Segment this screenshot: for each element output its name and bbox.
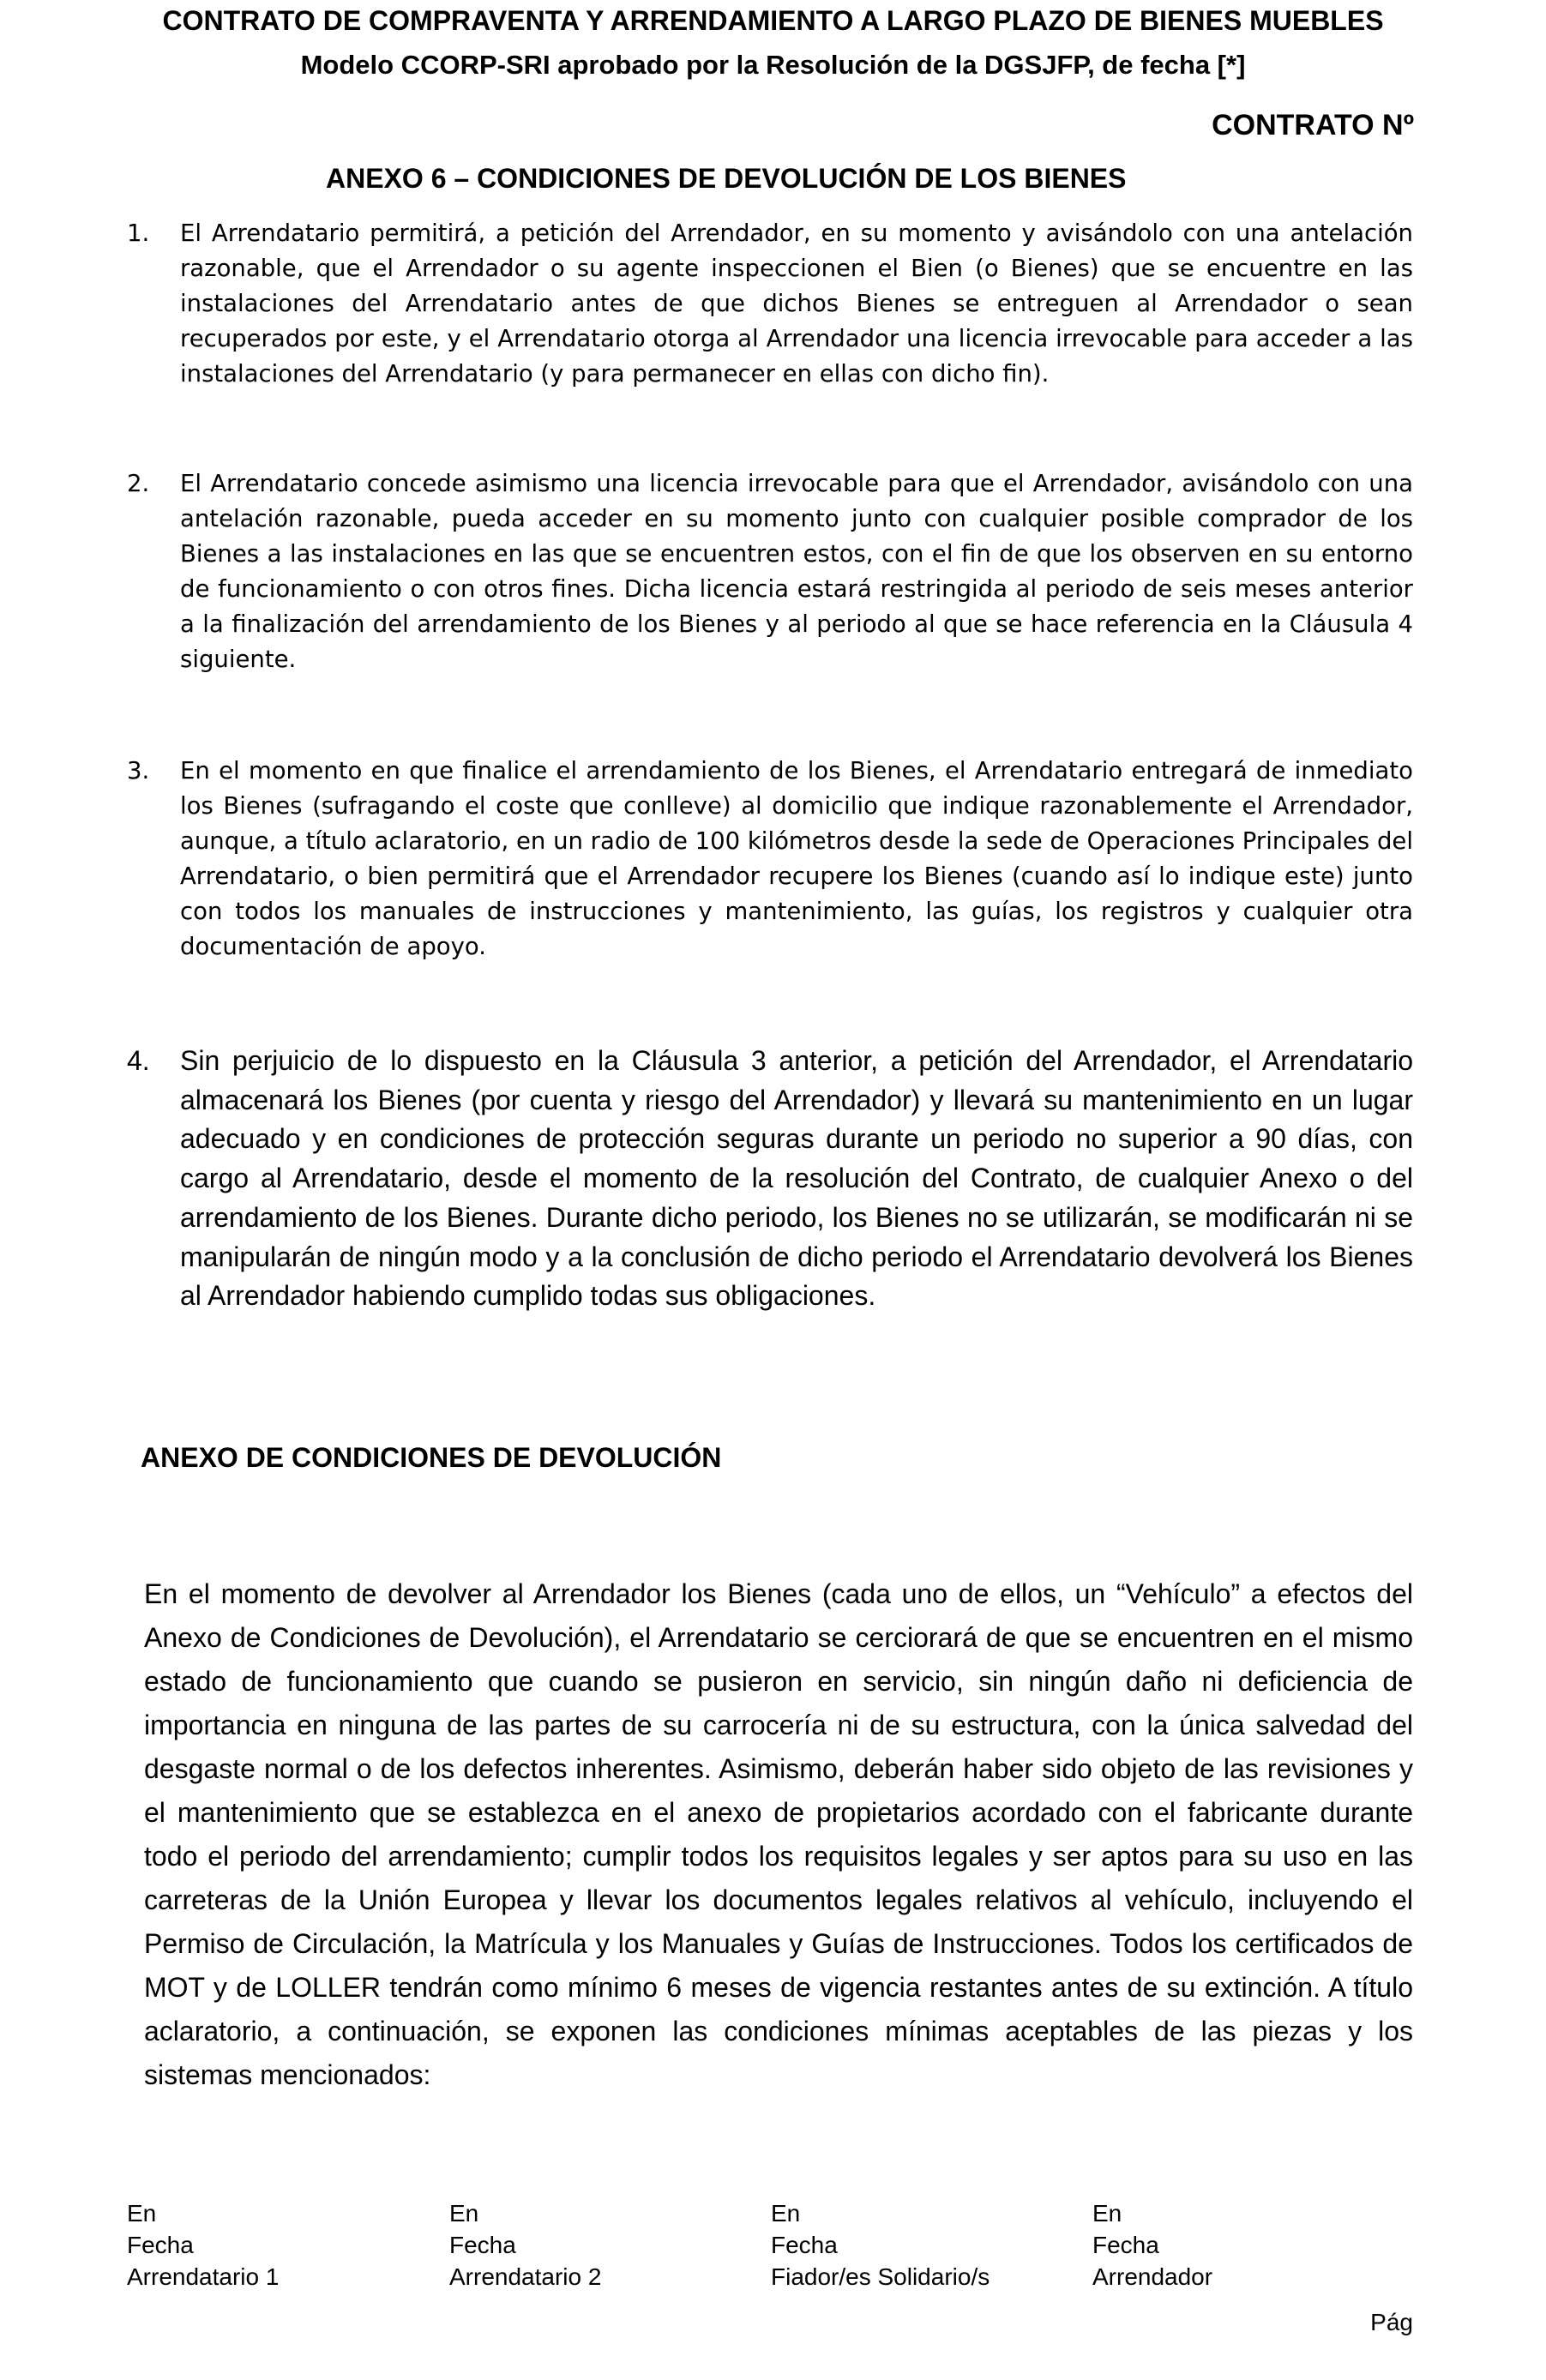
signature-place: En	[449, 2200, 479, 2227]
signature-date: Fecha	[1092, 2232, 1159, 2258]
signature-place: En	[771, 2200, 801, 2227]
signature-block-lessor	[1092, 2197, 1212, 2293]
clause-number: 1.	[127, 219, 150, 247]
clause-text: En el momento en que finalice el arrendamiento de los Bienes, el Arrendatario entregará de inmediato los Bienes (sufragando el coste que conlleve) al domicilio que indique razonablemente el Arrendador, aunque, a título aclaratorio, en un radio de 100 kilómetros desde la sede de Operaciones Principales del Arrendatario, o bien permitirá que el Arrendador recupere los Bienes (cuando así lo indique este) junto con todos los manuales de instrucciones y mantenimiento, las guías, los registros y cualquier otra documentación de apoyo.	[180, 757, 1413, 960]
clause-number: 4.	[127, 1045, 150, 1076]
clause-1	[127, 216, 1413, 392]
clause-text: El Arrendatario concede asimismo una licencia irrevocable para que el Arrendador, avisándolo con una antelación razonable, pueda acceder en su momento junto con cualquier posible comprador de los Bienes a las instalaciones en las que se encuentren estos, con el fin de que los observen en su entorno de funcionamiento o con otros fines. Dicha licencia estará restringida al periodo de seis meses anterior a la finalización del arrendamiento de los Bienes y al periodo al que se hace referencia en la Cláusula 4 siguiente.	[180, 470, 1413, 673]
signature-party: Arrendatario 1	[127, 2263, 280, 2290]
return-conditions-heading: ANEXO DE CONDICIONES DE DEVOLUCIÓN	[141, 1442, 722, 1473]
clause-number: 3.	[127, 757, 150, 784]
return-conditions-paragraph: En el momento de devolver al Arrendador los Bienes (cada uno de ellos, un “Vehículo” a efectos del Anexo de Condiciones de Devolución), el Arrendatario se cerciorará de que se encuentren en el mismo estado de funcionamiento que cuando se pusieron en servicio, sin ningún daño ni deficiencia de importancia en ninguna de las partes de su carrocería ni de su estructura, con la única salvedad del desgaste normal o de los defectos inherentes. Asimismo, deberán haber sido objeto de las revisiones y el mantenimiento que se establezca en el anexo de propietarios acordado con el fabricante durante todo el periodo del arrendamiento; cumplir todos los requisitos legales y ser aptos para su uso en las carreteras de la Unión Europea y llevar los documentos legales relativos al vehículo, incluyendo el Permiso de Circulación, la Matrícula y los Manuales y Guías de Instrucciones. Todos los certificados de MOT y de LOLLER tendrán como mínimo 6 meses de vigencia restantes antes de su extinción. A título aclaratorio, a continuación, se exponen las condiciones mínimas aceptables de las piezas y los sistemas mencionados:	[144, 1578, 1413, 2090]
clause-2	[127, 466, 1413, 677]
signature-block-tenant-2	[449, 2197, 601, 2293]
document-subtitle: Modelo CCORP-SRI aprobado por la Resolución de la DGSJFP, de fecha [*]	[300, 50, 1246, 80]
document-title: CONTRATO DE COMPRAVENTA Y ARRENDAMIENTO A LARGO PLAZO DE BIENES MUEBLES	[162, 5, 1384, 36]
clause-number: 2.	[127, 470, 150, 497]
clause-4	[127, 1042, 1413, 1316]
page-label: Pág	[1370, 2309, 1413, 2335]
signature-date: Fecha	[127, 2232, 194, 2258]
signature-party: Fiador/es Solidario/s	[771, 2263, 990, 2290]
annex-title: ANEXO 6 – CONDICIONES DE DEVOLUCIÓN DE LOS BIENES	[326, 163, 1127, 194]
clause-text: El Arrendatario permitirá, a petición del Arrendador, en su momento y avisándolo con una antelación razonable, que el Arrendador o su agente inspeccionen el Bien (o Bienes) que se encuentre en las instalaciones del Arrendatario antes de que dichos Bienes se entreguen al Arrendador o sean recuperados por este, y el Arrendatario otorga al Arrendador una licencia irrevocable para acceder a las instalaciones del Arrendatario (y para permanecer en ellas con dicho fin).	[180, 219, 1413, 388]
clause-3	[127, 754, 1413, 965]
clause-text: Sin perjuicio de lo dispuesto en la Cláusula 3 anterior, a petición del Arrendador, el Arrendatario almacenará los Bienes (por cuenta y riesgo del Arrendador) y llevará su mantenimiento en un lugar adecuado y en condiciones de protección seguras durante un periodo no superior a 90 días, con cargo al Arrendatario, desde el momento de la resolución del Contrato, de cualquier Anexo o del arrendamiento de los Bienes. Durante dicho periodo, los Bienes no se utilizarán, se modificarán ni se manipularán de ningún modo y a la conclusión de dicho periodo el Arrendatario devolverá los Bienes al Arrendador habiendo cumplido todas sus obligaciones.	[180, 1045, 1413, 1312]
contract-number-label: CONTRATO Nº	[1212, 109, 1414, 141]
signature-place: En	[1092, 2200, 1122, 2227]
signature-party: Arrendador	[1092, 2263, 1213, 2290]
signature-block-tenant-1	[127, 2197, 279, 2293]
signature-date: Fecha	[771, 2232, 838, 2258]
signature-party: Arrendatario 2	[449, 2263, 602, 2290]
signature-place: En	[127, 2200, 157, 2227]
signature-block-guarantor	[771, 2197, 990, 2293]
signature-date: Fecha	[449, 2232, 516, 2258]
